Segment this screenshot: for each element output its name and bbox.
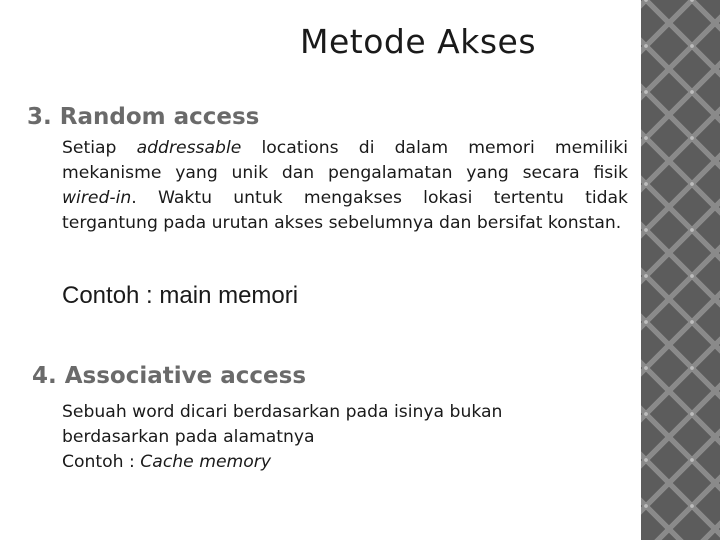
associative-access-example (62, 450, 622, 475)
slide-title: Metode Akses (300, 22, 537, 61)
example-prefix: Contoh : (62, 452, 141, 472)
random-access-description (62, 136, 628, 236)
description-line: berdasarkan pada alamatnya (62, 427, 315, 447)
description-italic-addressable: addressable (136, 138, 242, 158)
description-italic-wired-in: wired-in (62, 188, 132, 208)
associative-access-description (62, 400, 622, 475)
description-text: . Waktu untuk mengakses lokasi tertentu tidak tergantung pada urutan akses sebelumnya dan bersifat konstan. (62, 188, 628, 233)
decorative-side-pattern (641, 0, 720, 540)
description-text: locations di dalam memori memiliki mekanisme yang unik dan pengalamatan yang secara fisik (62, 138, 628, 183)
description-text: Setiap (62, 138, 137, 158)
sparkle-icon (641, 0, 720, 540)
random-access-example: Contoh : main memori (62, 282, 299, 309)
example-value-cache-memory: Cache memory (140, 452, 272, 472)
description-line: Sebuah word dicari berdasarkan pada isinya bukan (62, 402, 503, 422)
section-heading-associative-access: 4. Associative access (32, 363, 307, 389)
section-heading-random-access: 3. Random access (27, 104, 260, 130)
